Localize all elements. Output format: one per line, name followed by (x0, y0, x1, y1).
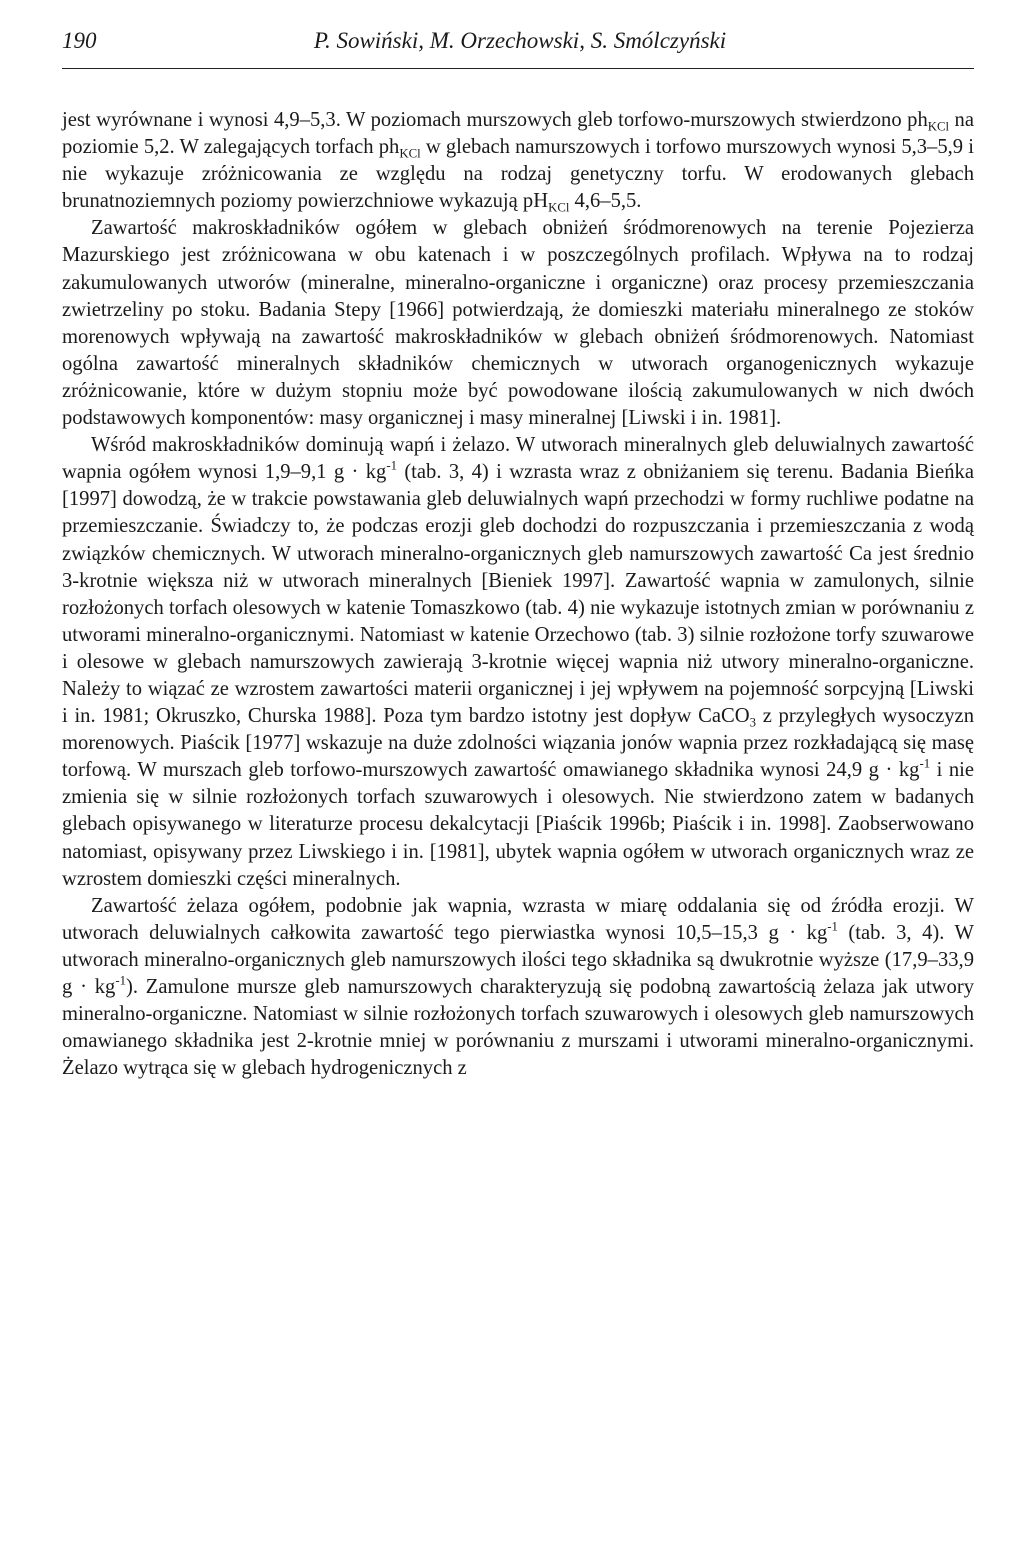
text-run: 4,6–5,5. (569, 190, 642, 213)
text-run: Zawartość makroskładników ogółem w glebach obniżeń śródmorenowych na terenie Pojezierza Mazurskiego jest zróżnicowana w obu katenach i w poszczególnych profilach. Wpływa na to rodzaj zakumulowanych utworów (mineralne, mineralno-organiczne i organiczne) oraz procesy przemieszczania zwietrzeliny po stoku. Badania Stepy [1966] potwierdzają, że domieszki materiału mineralnego ze stoków morenowych wpływają na zawartość makroskładników w glebach obniżeń śródmorenowych. Natomiast ogólna zawartość mineralnych składników chemicznych w utworach organogenicznych wykazuje zróżnicowanie, które w dużym stopniu może być powodowane ilością zakumulowanych w nich dwóch podstawowych komponentów: masy organicznej i masy mineralnej [Liwski i in. 1981]. (62, 217, 974, 430)
subscript-text: KCl (548, 200, 570, 215)
text-run: w glebach namurszowych i torfowo murszowych wynosi 5,3–5,9 i nie wykazuje zróżnicowania ze względu na rodzaj genetyczny torfu. W erodowanych glebach brunatnoziemnych poziomy powierzchniowe wykazują pH (62, 136, 974, 213)
text-run: Wśród makroskładników dominują wapń i żelazo. W utworach mineralnych gleb deluwialnych zawartość wapnia ogółem wynosi 1,9–9,1 g · kg (62, 434, 974, 484)
subscript-text: 3 (749, 715, 756, 730)
text-run: i nie zmienia się w silnie rozłożonych torfach szuwarowych i olesowych. Nie stwierdzono zatem w badanych glebach opisywanego w literaturze procesu dekalcytacji [Piaścik 1996b; Piaścik i in. 1998]. Zaobserwowano natomiast, opisywany przez Liwskiego i in. [1981], ubytek wapnia ogółem w utworach organicznych wraz ze wzrostem domieszki części mineralnych. (62, 759, 974, 890)
running-header (62, 28, 974, 69)
text-run: ). Zamulone mursze gleb namurszowych charakteryzują się podobną zawartością żelaza jak utwory mineralno-organiczne. Natomiast w silnie rozłożonych torfach szuwarowych i olesowych gleb namurszowych omawianego składnika jest 2-krotnie mniej w porównaniu z murszami i utworami mineralno-organicznymi. Żelazo wytrąca się w glebach hydrogenicznych z (62, 976, 975, 1080)
text-run: Zawartość żelaza ogółem, podobnie jak wapnia, wzrasta w miarę oddalania się od źródła erozji. W utworach deluwialnych całkowita zawartość tego pierwiastka wynosi 10,5–15,3 g · kg (62, 894, 974, 944)
superscript-text: -1 (827, 919, 838, 934)
superscript-text: -1 (919, 756, 931, 771)
text-run: (tab. 3, 4). W utworach mineralno-organicznych gleb namurszowych ilości tego składnika są dwukrotnie wyższe (17,9–33,9 g · kg (62, 921, 974, 998)
subscript-text: KCl (399, 146, 421, 161)
paragraph (62, 215, 974, 432)
paragraph (62, 432, 974, 893)
paragraph (62, 893, 974, 1083)
paragraph (62, 107, 974, 215)
subscript-text: KCl (927, 119, 950, 134)
text-run: z przyległych wysoczyzn morenowych. Piaścik [1977] wskazuje na duże zdolności wiązania jonów wapnia przez rozkładającą się masę torfową. W murszach gleb torfowo-murszowych zawartość omawianego składnika wynosi 24,9 g · kg (62, 705, 974, 782)
text-run: jest wyrównane i wynosi 4,9–5,3. W poziomach murszowych gleb torfowo-murszowych stwierdzono ph (62, 109, 928, 131)
page-number: 190 (62, 28, 97, 53)
text-run: (tab. 3, 4) i wzrasta wraz z obniżaniem się terenu. Badania Bieńka [1997] dowodzą, że w trakcie powstawania gleb deluwialnych wapń przechodzi w formy ruchliwe podatne na przemieszczanie. Świadczy to, że podczas erozji gleb dochodzi do rozpuszczania i przemieszczania z wodą związków chemicznych. W utworach mineralno-organicznych gleb namurszowych zawartość Ca jest średnio 3-krotnie większa niż w utworach mineralnych [Bieniek 1997]. Zawartość wapnia w zamulonych, silnie rozłożonych torfach olesowych w katenie Tomaszkowo (tab. 4) nie wykazuje istotnych zmian w porównaniu z utworami mineralno-organicznymi. Natomiast w katenie Orzechowo (tab. 3) silnie rozłożone torfy szuwarowe i olesowe w glebach namurszowych zawierają 3-krotnie więcej wapnia niż utwory mineralno-organiczne. Należy to wiązać ze wzrostem zawartości materii organicznej i jej wpływem na pojemność sorpcyjną [Liwski i in. 1981; Okruszko, Churska 1988]. Poza tym bardzo istotny jest dopływ CaCO (62, 461, 974, 728)
superscript-text: -1 (386, 458, 397, 473)
body-text (62, 107, 974, 1082)
superscript-text: -1 (115, 973, 126, 988)
header-authors: P. Sowiński, M. Orzechowski, S. Smólczyński (313, 28, 727, 53)
text-run: na poziomie 5,2. W zalegających torfach ph (62, 109, 974, 159)
